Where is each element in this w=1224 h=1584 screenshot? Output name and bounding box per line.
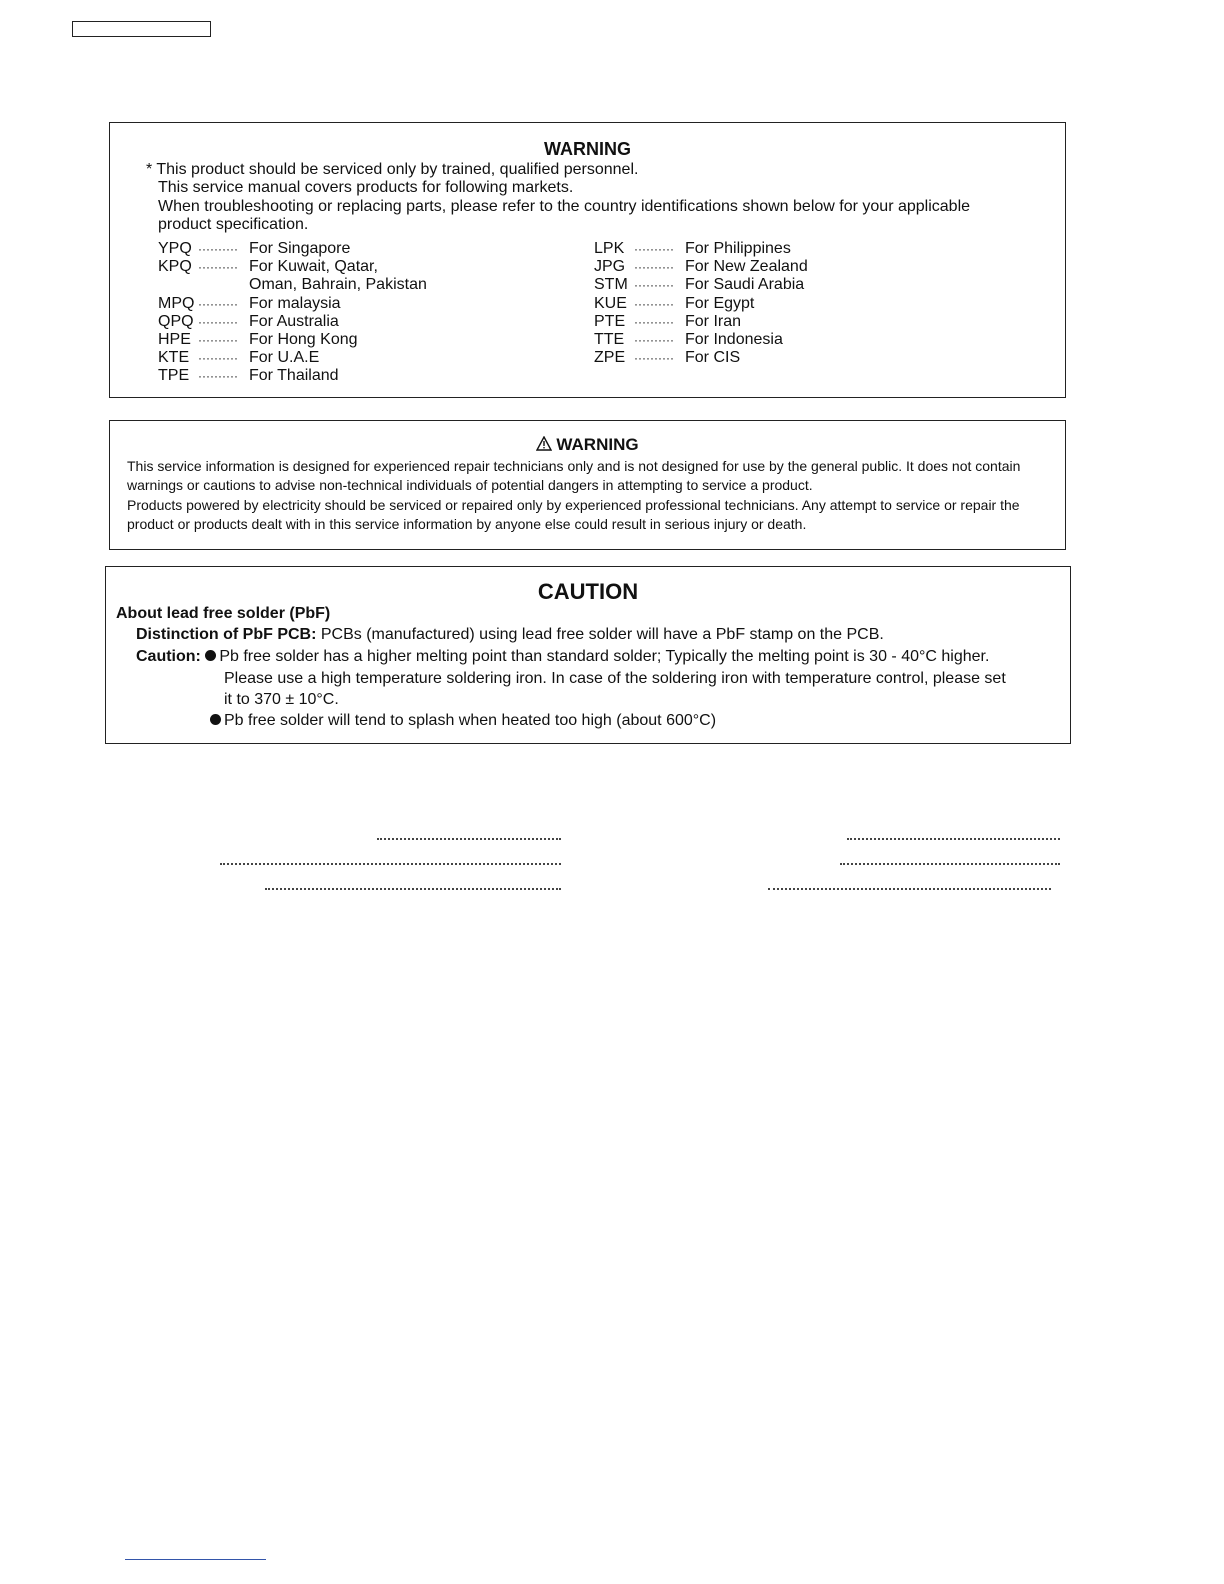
market-name: Oman, Bahrain, Pakistan	[249, 276, 427, 294]
leader-dots: ··········	[198, 260, 238, 275]
bullet-1-line-3: it to 370 ± 10°C.	[224, 691, 339, 708]
market-code: YPQ	[158, 240, 192, 257]
markets-right-column	[594, 240, 808, 367]
leader-dots: ··········	[198, 351, 238, 366]
market-name: For Egypt	[685, 294, 755, 312]
market-name: For Thailand	[249, 367, 339, 385]
market-name: For U.A.E	[249, 349, 320, 367]
market-row	[594, 240, 808, 258]
market-code: TPE	[158, 367, 190, 385]
market-row	[594, 331, 808, 349]
bullet-1-line-2: Please use a high temperature soldering iron. In case of the soldering iron with temperature control, please set	[224, 670, 1006, 687]
markets-warning-title: WARNING	[544, 139, 631, 159]
market-row	[158, 313, 427, 331]
leader-dots: ··········	[198, 242, 238, 256]
warning-line-4: product specification.	[158, 215, 309, 233]
market-name: For Kuwait, Qatar,	[249, 258, 378, 276]
market-row	[158, 367, 427, 385]
leader-dots: ··········	[198, 333, 238, 348]
market-name: For Saudi Arabia	[685, 276, 805, 294]
safety-paragraph-1: This service information is designed for experienced repair technicians only and is not designed for use by the general public. It does not contain warnings or cautions to advise non-technical individuals of potential dangers in attempting to service a product.	[127, 458, 1021, 494]
warning-line-3: When troubleshooting or replacing parts, please refer to the country identifications shown below for your applicable	[158, 197, 971, 215]
market-code: PTE	[594, 312, 626, 330]
market-row	[594, 276, 808, 294]
market-code: KUE	[594, 294, 627, 312]
market-code: LPK	[594, 240, 625, 257]
market-name: For malaysia	[249, 294, 341, 312]
footer-rule	[125, 1559, 266, 1560]
leader-dots: ··········	[634, 351, 674, 366]
market-code: TTE	[594, 331, 625, 349]
toc-leader-line	[847, 838, 1060, 840]
safety-warning-text	[127, 457, 1051, 534]
distinction-text: PCBs (manufactured) using lead free solder will have a PbF stamp on the PCB.	[316, 626, 884, 643]
leader-dots: ··········	[634, 260, 674, 275]
market-code: KTE	[158, 349, 190, 367]
leader-dots: ··········	[198, 369, 238, 384]
warning-triangle-icon	[536, 436, 552, 451]
toc-leader-line	[377, 838, 561, 840]
leader-dots: ··········	[634, 242, 674, 256]
safety-paragraph-2: Products powered by electricity should be serviced or repaired only by experienced professional technicians. Any attempt to service or repair the product or products dealt with in this service information by anyone else could result in serious injury or death.	[127, 496, 1020, 532]
bullet-2-text: Pb free solder will tend to splash when heated too high (about 600°C)	[224, 712, 717, 729]
leader-dots: ··········	[198, 314, 238, 329]
caution-bullet-1	[136, 648, 989, 666]
warning-line-1: * This product should be serviced only by trained, qualified personnel.	[146, 161, 639, 178]
warning-line-2: This service manual covers products for following markets.	[158, 179, 574, 197]
market-name: For Hong Kong	[249, 331, 358, 349]
market-name: For CIS	[685, 349, 741, 367]
market-row	[158, 240, 427, 258]
toc-leader-line	[768, 888, 1051, 890]
markets-warning-box	[109, 122, 1066, 398]
header-label-box	[72, 21, 211, 37]
toc-leader-line	[265, 888, 561, 890]
market-name: For New Zealand	[685, 258, 808, 276]
toc-leader-line	[840, 863, 1060, 865]
market-code: MPQ	[158, 294, 195, 312]
market-name: For Philippines	[685, 240, 791, 257]
bullet-1-line-1: Pb free solder has a higher melting point than standard solder; Typically the melting point is 30 - 40°C higher.	[219, 648, 990, 665]
leader-dots: ··········	[634, 333, 674, 348]
market-row-continuation	[158, 276, 427, 294]
bullet-icon	[210, 714, 221, 725]
caution-bullet-2	[210, 712, 716, 730]
market-code: STM	[594, 276, 628, 294]
market-row	[594, 313, 808, 331]
leader-dots: ··········	[198, 296, 238, 311]
leader-dots: ··········	[634, 278, 674, 293]
caution-label: Caution:	[136, 648, 201, 665]
caution-box	[105, 566, 1071, 744]
market-name: For Australia	[249, 312, 339, 330]
market-row	[594, 295, 808, 313]
distinction-line	[136, 626, 884, 644]
bullet-icon	[205, 650, 216, 661]
market-name: For Indonesia	[685, 331, 783, 349]
market-name: For Singapore	[249, 240, 351, 257]
market-row	[158, 349, 427, 367]
market-row	[158, 258, 427, 276]
market-code: ZPE	[594, 349, 626, 367]
market-code: HPE	[158, 331, 191, 349]
market-row	[594, 349, 808, 367]
market-code: JPG	[594, 258, 626, 276]
market-code: KPQ	[158, 258, 192, 276]
markets-warning-text	[146, 161, 970, 234]
caution-subtitle: About lead free solder (PbF)	[116, 605, 331, 622]
toc-leader-line	[220, 863, 561, 865]
markets-left-column	[158, 240, 427, 386]
safety-warning-box	[109, 420, 1066, 550]
leader-dots: ··········	[634, 296, 674, 311]
safety-warning-heading	[110, 435, 1065, 455]
market-row	[594, 258, 808, 276]
leader-dots: ··········	[634, 314, 674, 329]
market-code: QPQ	[158, 312, 194, 330]
market-name: For Iran	[685, 312, 742, 330]
market-row	[158, 331, 427, 349]
distinction-label: Distinction of PbF PCB:	[136, 626, 317, 643]
caution-title: CAUTION	[537, 579, 639, 604]
safety-warning-title: WARNING	[556, 435, 639, 454]
market-row	[158, 295, 427, 313]
